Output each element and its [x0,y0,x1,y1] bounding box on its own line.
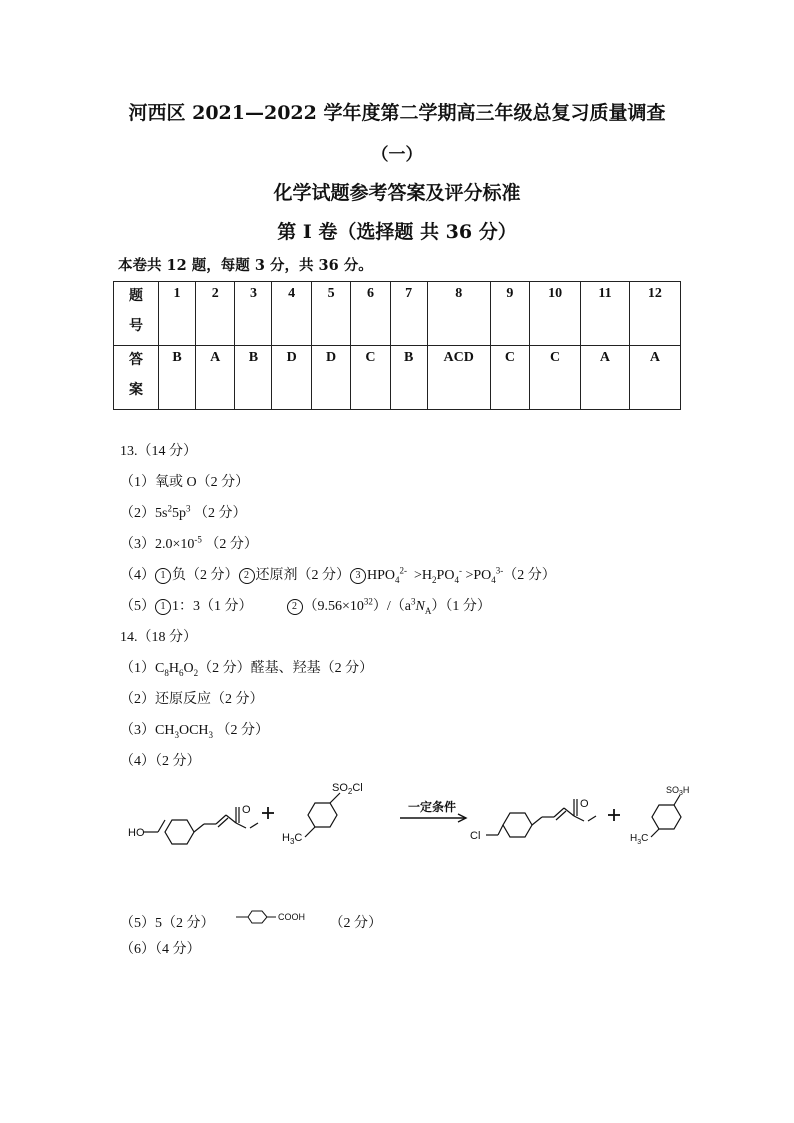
superscript: 3- [495,565,504,576]
question-number: 8 [427,282,490,346]
subscript: 3 [174,729,179,740]
section-title: 第 I 卷（选择题 共 36 分） [277,221,517,243]
q14-answer-2: （2）还原反应（2 分） [120,692,264,707]
reaction-label [282,832,302,846]
circled-number: 2 [287,599,303,615]
reaction-label: HO [128,827,145,839]
product-2-structure [651,795,681,837]
text: >H [407,568,433,583]
q13-answer-4 [120,564,556,585]
question-number: 2 [196,282,235,346]
q13-answer-3 [120,533,258,553]
arrow-condition-label: 一定条件 [408,800,457,814]
text: 5p [171,506,186,521]
text: H [168,661,179,676]
subscript: 3 [208,729,214,740]
row-header-char: 答 [129,353,143,368]
q13-answer-5 [120,595,491,616]
reactant-1-structure [144,807,258,844]
question-number: 5 [311,282,350,346]
answer-value: B [235,346,272,410]
q14-heading: 14.（18 分） [120,630,197,645]
cooh-label: COOH [278,912,305,922]
row-header-answer [114,346,159,410]
reaction-label: SO [332,782,348,794]
text: 1：3（1 分） [172,599,253,614]
reaction-label: 2 [347,787,353,796]
text: （2 分） [213,723,270,738]
q14-answer-3 [120,719,269,740]
row-header-char: 题 [129,289,143,304]
answer-value: A [629,346,680,410]
answer-value: D [272,346,311,410]
reaction-label: C [641,833,649,844]
reactant-2-structure [305,793,340,837]
reaction-label: 3 [637,839,642,846]
q14-answer-1 [120,657,373,678]
row-header-char: 号 [129,319,143,334]
reaction-label [332,782,363,796]
subscript: 4 [454,574,459,585]
text: HPO [367,568,396,583]
text: （2）5s [120,506,168,521]
text: ）（1 分） [431,599,491,614]
question-number: 3 [235,282,272,346]
text: O [183,661,194,676]
answer-value: A [196,346,235,410]
subscript: 4 [491,574,496,585]
text: （2 分）醛基、羟基（2 分） [198,661,374,676]
answer-value: B [390,346,427,410]
text: （2 分） [201,537,258,552]
question-number: 7 [390,282,427,346]
text: ）/（a [372,599,412,614]
doc-subtitle-number: （一） [371,145,423,165]
answer-value: C [530,346,581,410]
reaction-label: C [294,832,303,844]
row-header-question [114,282,159,346]
circled-number: 1 [155,568,171,584]
reaction-label: O [242,804,251,816]
answer-table [113,281,681,410]
reaction-label: H [282,832,290,844]
text: 还原剂（2 分） [255,568,350,583]
question-number: 10 [530,282,581,346]
answer-value: C [490,346,529,410]
reaction-label [630,833,648,846]
superscript: 3 [411,596,416,607]
text: OCH [178,723,209,738]
doc-title: 河西区 2021—2022 学年度第二学期高三年级总复习质量调查 [128,102,666,124]
doc-subtitle: 化学试题参考答案及评分标准 [273,182,521,204]
section-intro: 本卷共 12 题，每题 3 分，共 36 分。 [118,257,373,274]
superscript: 3 [185,503,191,514]
answer-value: C [351,346,390,410]
question-number: 4 [272,282,311,346]
text: （9.56×10 [303,599,364,614]
question-number: 12 [629,282,680,346]
subscript: 2 [193,667,199,678]
question-number: 11 [581,282,630,346]
reaction-label: 3 [289,837,295,846]
text: （3）2.0×10 [120,537,195,552]
reaction-label: H [682,785,690,795]
answer-row [114,346,681,410]
p-toluic-acid-structure [232,907,320,929]
circled-number: 3 [350,568,366,584]
text: （2 分） [190,506,247,521]
text: PO [436,568,455,583]
text: （2 分） [503,568,556,583]
text: （5） [120,599,155,614]
subscript: 2 [432,574,437,585]
q13-answer-2 [120,502,246,522]
question-number: 1 [159,282,196,346]
q13-answer-1: （1）氧或 O（2 分） [120,475,250,490]
q14-answer-6: （6）（4 分） [120,942,201,957]
reaction-label: 3 [679,790,683,797]
text: （2 分） [329,916,382,931]
reaction-label: H [630,833,638,844]
answer-value: B [159,346,196,410]
q13-heading: 13.（14 分） [120,444,197,459]
text: （3）CH [120,723,175,738]
question-row [114,282,681,346]
text: （5）5（2 分） [120,916,215,931]
superscript: 2- [399,565,408,576]
reaction-label: O [580,798,589,810]
text: （1）C [120,661,165,676]
q14-answer-4: （4）（2 分） [120,754,201,769]
superscript: 2 [167,503,172,514]
reaction-label: SO [666,785,680,795]
q14-answer-5 [120,907,382,932]
answer-value: A [581,346,630,410]
superscript: 32 [363,596,373,607]
superscript: - [458,565,462,576]
subscript: 6 [178,667,184,678]
circled-number: 1 [155,599,171,615]
reaction-scheme [118,775,688,875]
reaction-label [666,785,689,797]
question-number: 6 [351,282,390,346]
text: 负（2 分） [172,568,239,583]
reaction-label: Cl [470,830,481,842]
subscript: 8 [164,667,169,678]
answer-value: D [311,346,350,410]
reaction-label: Cl [352,782,363,794]
text: >PO [461,568,492,583]
question-number: 9 [490,282,529,346]
italic-text: N [415,599,425,614]
text: （4） [120,568,155,583]
row-header-char: 案 [129,383,143,398]
circled-number: 2 [239,568,255,584]
superscript: -5 [194,534,202,545]
subscript: A [424,605,432,616]
answer-value: ACD [427,346,490,410]
subscript: 4 [395,574,400,585]
